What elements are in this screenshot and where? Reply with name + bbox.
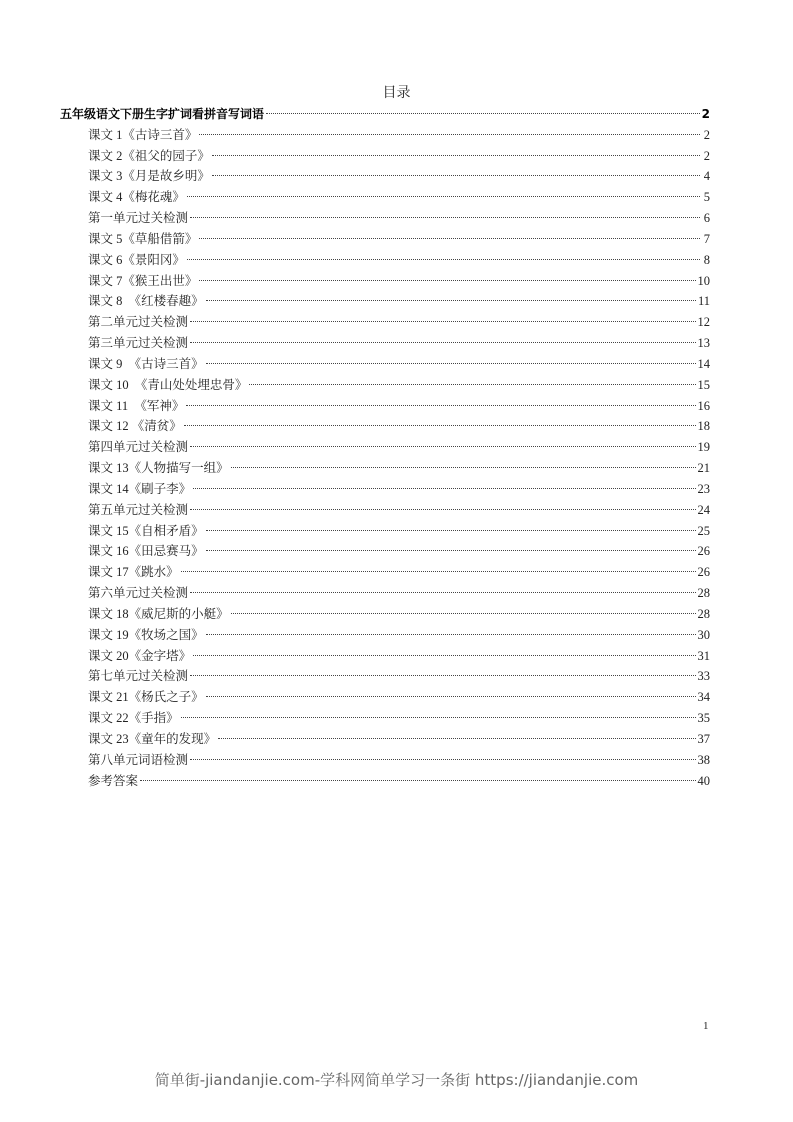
toc-entry-page: 7	[703, 231, 710, 246]
toc-entry-label: 课文 8 《红楼春趣》	[88, 294, 204, 309]
toc-entry-label: 课文 18《威尼斯的小艇》	[88, 606, 229, 621]
dot-leader	[190, 446, 695, 447]
toc-entry-page: 2	[703, 127, 710, 142]
toc-entry-label: 课文 5《草船借箭》	[88, 231, 198, 246]
dot-leader	[249, 384, 695, 385]
dot-leader	[199, 238, 700, 239]
dot-leader	[231, 613, 696, 614]
toc-entry-page: 8	[703, 252, 710, 267]
toc-entry-page: 23	[697, 481, 710, 496]
dot-leader	[187, 259, 700, 260]
toc-entry-page: 33	[697, 669, 710, 684]
toc-entry-page: 21	[697, 461, 710, 476]
toc-entry[interactable]	[60, 521, 710, 542]
toc-entry-label: 课文 17《跳水》	[88, 565, 179, 580]
toc-entry-page: 2	[701, 107, 710, 121]
toc-entry-page: 19	[697, 440, 710, 455]
toc-entry-label: 课文 12 《清贫》	[88, 419, 182, 434]
toc-entry-label: 参考答案	[88, 773, 139, 788]
toc-entry-label: 课文 11 《军神》	[88, 398, 185, 413]
toc-entry-page: 31	[697, 648, 710, 663]
toc-entry[interactable]	[60, 646, 710, 667]
toc-entry[interactable]	[60, 416, 710, 437]
toc-entry[interactable]	[60, 687, 710, 708]
toc-entry-label: 课文 22《手指》	[88, 711, 179, 726]
dot-leader	[193, 488, 695, 489]
toc-entry[interactable]	[60, 458, 710, 479]
toc-entry[interactable]	[60, 479, 710, 500]
toc-entry[interactable]	[60, 583, 710, 604]
toc-entry-label: 五年级语文下册生字扩词看拼音写词语	[60, 107, 265, 121]
toc-entry[interactable]	[60, 437, 710, 458]
dot-leader	[206, 696, 696, 697]
toc-entry-page: 37	[697, 731, 710, 746]
toc-entry-page: 38	[697, 752, 710, 767]
toc-entry-page: 14	[697, 356, 710, 371]
toc-entry-page: 28	[697, 586, 710, 601]
toc-entry[interactable]	[60, 500, 710, 521]
toc-entry-page: 25	[697, 523, 710, 538]
toc-entry-label: 第三单元过关检测	[88, 336, 189, 351]
toc-entry-label: 第二单元过关检测	[88, 315, 189, 330]
table-of-contents	[60, 104, 710, 791]
toc-entry-label: 第六单元过关检测	[88, 586, 189, 601]
toc-entry[interactable]	[60, 666, 710, 687]
toc-entry[interactable]	[60, 187, 710, 208]
toc-entry[interactable]	[60, 291, 710, 312]
dot-leader	[206, 363, 696, 364]
toc-entry-label: 课文 20《金字塔》	[88, 648, 192, 663]
dot-leader	[190, 509, 695, 510]
toc-entry-label: 课文 2《祖父的园子》	[88, 148, 210, 163]
toc-entry-label: 第五单元过关检测	[88, 502, 189, 517]
dot-leader	[193, 655, 695, 656]
toc-entry[interactable]	[60, 562, 710, 583]
toc-entry[interactable]	[60, 125, 710, 146]
toc-entry-page: 4	[703, 169, 710, 184]
toc-entry-page: 26	[697, 544, 710, 559]
toc-entry-label: 课文 16《田忌赛马》	[88, 544, 204, 559]
dot-leader	[206, 550, 696, 551]
footer-watermark: 简单街-jiandanjie.com-学科网简单学习一条街 https://jiandanjie.com	[154, 1071, 639, 1089]
toc-entry-label: 第一单元过关检测	[88, 211, 189, 226]
dot-leader	[206, 530, 696, 531]
dot-leader	[266, 113, 700, 114]
toc-entry-page: 2	[703, 148, 710, 163]
dot-leader	[218, 738, 695, 739]
toc-entry-label: 课文 1《古诗三首》	[88, 127, 198, 142]
toc-entry-label: 课文 10 《青山处处埋忠骨》	[88, 377, 248, 392]
toc-entry-page: 28	[697, 606, 710, 621]
toc-entry-label: 课文 6《景阳冈》	[88, 252, 185, 267]
toc-entry-page: 11	[697, 294, 710, 309]
toc-entry[interactable]	[60, 250, 710, 271]
toc-entry-page: 35	[697, 711, 710, 726]
toc-entry[interactable]	[60, 333, 710, 354]
toc-entry[interactable]	[60, 146, 710, 167]
dot-leader	[212, 155, 700, 156]
toc-entry-label: 课文 9 《古诗三首》	[88, 356, 204, 371]
toc-entry[interactable]	[60, 750, 710, 771]
toc-entry[interactable]	[60, 208, 710, 229]
dot-leader	[181, 717, 696, 718]
dot-leader	[199, 280, 695, 281]
toc-entry-label: 课文 3《月是故乡明》	[88, 169, 210, 184]
toc-entry[interactable]	[60, 375, 710, 396]
toc-entry[interactable]	[60, 396, 710, 417]
dot-leader	[212, 175, 700, 176]
toc-entry-page: 26	[697, 565, 710, 580]
toc-entry[interactable]	[60, 312, 710, 333]
page-number: 1	[703, 1020, 709, 1032]
dot-leader	[184, 425, 696, 426]
toc-entry-page: 13	[697, 336, 710, 351]
dot-leader	[186, 405, 695, 406]
toc-entry-label: 第四单元过关检测	[88, 440, 189, 455]
toc-entry-page: 12	[697, 315, 710, 330]
toc-entry-label: 课文 14《刷子李》	[88, 481, 192, 496]
dot-leader	[231, 467, 696, 468]
dot-leader	[190, 592, 695, 593]
toc-entry-page: 40	[697, 773, 710, 788]
toc-entry[interactable]	[60, 604, 710, 625]
toc-entry[interactable]	[60, 354, 710, 375]
dot-leader	[190, 321, 695, 322]
toc-entry-page: 34	[697, 690, 710, 705]
dot-leader	[206, 300, 696, 301]
toc-entry[interactable]	[60, 271, 710, 292]
toc-entry[interactable]	[60, 166, 710, 187]
toc-entry-page: 5	[703, 190, 710, 205]
toc-entry-page: 15	[697, 377, 710, 392]
dot-leader	[199, 134, 700, 135]
toc-entry-label: 课文 15《自相矛盾》	[88, 523, 204, 538]
toc-entry[interactable]	[60, 104, 710, 125]
toc-entry-page: 6	[703, 211, 710, 226]
toc-title: 目录	[382, 86, 411, 101]
toc-entry-page: 10	[697, 273, 710, 288]
toc-entry-label: 第七单元过关检测	[88, 669, 189, 684]
dot-leader	[190, 342, 695, 343]
toc-entry[interactable]	[60, 625, 710, 646]
toc-entry-label: 课文 7《猴王出世》	[88, 273, 198, 288]
toc-entry-label: 课文 23《童年的发现》	[88, 731, 217, 746]
toc-entry[interactable]	[60, 708, 710, 729]
dot-leader	[140, 780, 695, 781]
dot-leader	[190, 759, 695, 760]
toc-entry-page: 18	[697, 419, 710, 434]
toc-entry-label: 课文 21《杨氏之子》	[88, 690, 204, 705]
dot-leader	[181, 571, 696, 572]
dot-leader	[190, 217, 700, 218]
toc-entry-page: 30	[697, 627, 710, 642]
toc-entry-page: 24	[697, 502, 710, 517]
toc-entry-page: 16	[697, 398, 710, 413]
toc-entry-label: 课文 4《梅花魂》	[88, 190, 185, 205]
dot-leader	[187, 196, 700, 197]
toc-entry-label: 课文 13《人物描写一组》	[88, 461, 229, 476]
dot-leader	[190, 675, 695, 676]
toc-entry[interactable]	[60, 229, 710, 250]
toc-entry[interactable]	[60, 729, 710, 750]
toc-entry-label: 第八单元词语检测	[88, 752, 189, 767]
dot-leader	[206, 634, 696, 635]
toc-entry[interactable]	[60, 771, 710, 792]
toc-entry[interactable]	[60, 541, 710, 562]
toc-entry-label: 课文 19《牧场之国》	[88, 627, 204, 642]
